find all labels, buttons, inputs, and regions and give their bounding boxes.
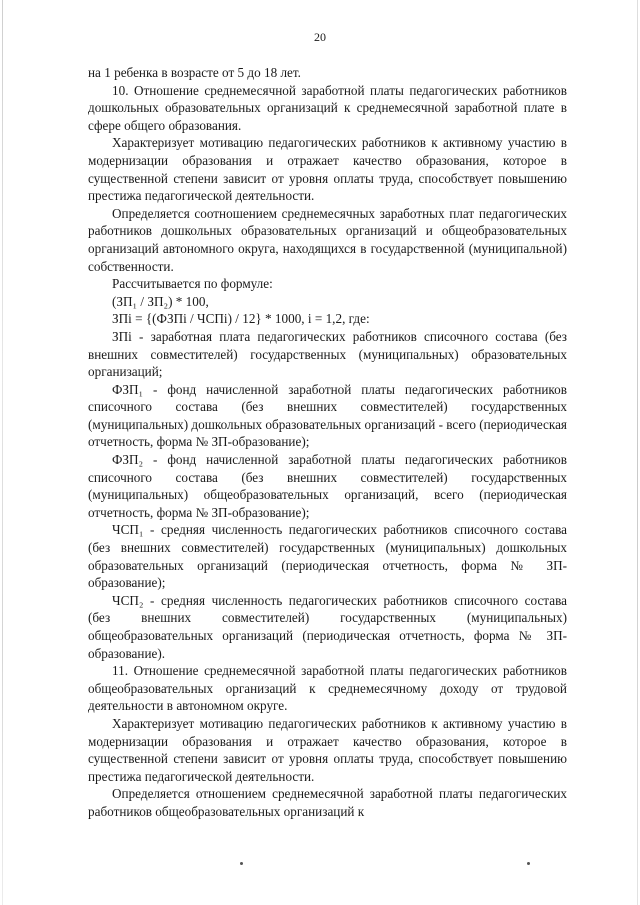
scan-edge-left [2, 0, 3, 905]
document-body [88, 64, 567, 821]
page-number: 20 [314, 30, 326, 44]
definition-zpi: ЗПi - заработная плата педагогических работников списочного состава (без внешних совместителей) государственных (муниципальных) образовательных организаций; [88, 328, 567, 380]
definition-chsp1: ЧСП₁ - средняя численность педагогических работников списочного состава (без внешних совместителей) государственных (муниципальных) дошкольных образовательных организаций (периодическая отчетность, форма № ЗП-образование); [88, 522, 567, 591]
item-10-definition: Определяется соотношением среднемесячных заработных плат педагогических работников дошкольных образовательных организаций и общеобразовательных организаций автономного округа, находящихся в государственной (муниципальной) собственности. [88, 205, 567, 274]
paragraph-continuation: на 1 ребенка в возрасте от 5 до 18 лет. [88, 65, 301, 80]
definition-chsp2: ЧСП₂ - средняя численность педагогических работников списочного состава (без внешних совместителей) государственных (муниципальных) общеобразовательных организаций (периодическая отчетность, форма № ЗП-образование). [88, 592, 567, 661]
formula-salary: ЗПi = {(ФЗПi / ЧСПi) / 12} * 1000, i = 1,2, где: [112, 311, 370, 327]
item-10-heading: 10. Отношение среднемесячной заработной платы педагогических работников дошкольных образовательных организаций к среднемесячной заработной плате в сфере общего образования. [88, 82, 567, 133]
item-11-definition: Определяется отношением среднемесячной заработной платы педагогических работников общеобразовательных организаций к [88, 786, 567, 819]
definition-fzp2: ФЗП₂ - фонд начисленной заработной платы педагогических работников списочного состава (без внешних совместителей) государственных (муниципальных) общеобразовательных организаций, всего (периодическая отчетность, форма № ЗП-образование); [88, 452, 567, 520]
definition-fzp1: ФЗП₁ - фонд начисленной заработной платы педагогических работников списочного состава (без внешних совместителей) государственных (муниципальных) дошкольных образовательных организаций - всего (периодическая отчетность, форма № ЗП-образование); [88, 381, 567, 450]
scan-edge-right [637, 0, 638, 905]
item-11-heading: 11. Отношение среднемесячной заработной платы педагогических работников общеобразовательных организаций к среднемесячному доходу от трудовой деятельности в автономном округе. [88, 663, 567, 714]
formula-intro: Рассчитывается по формуле: [112, 276, 273, 292]
scan-speck [240, 862, 243, 865]
formula-ratio: (ЗП₁ / ЗП₂) * 100, [112, 293, 209, 309]
scan-speck [527, 862, 530, 865]
item-11-description: Характеризует мотивацию педагогических работников к активному участию в модернизации образования и отражает качество образования, которое в существенной степени зависит от уровня оплаты труда, способствует повышению престижа педагогической деятельности. [88, 715, 567, 784]
item-10-description: Характеризует мотивацию педагогических работников к активному участию в модернизации образования и отражает качество образования, которое в существенной степени зависит от уровня оплаты труда, способствует повышению престижа педагогической деятельности. [88, 135, 567, 204]
